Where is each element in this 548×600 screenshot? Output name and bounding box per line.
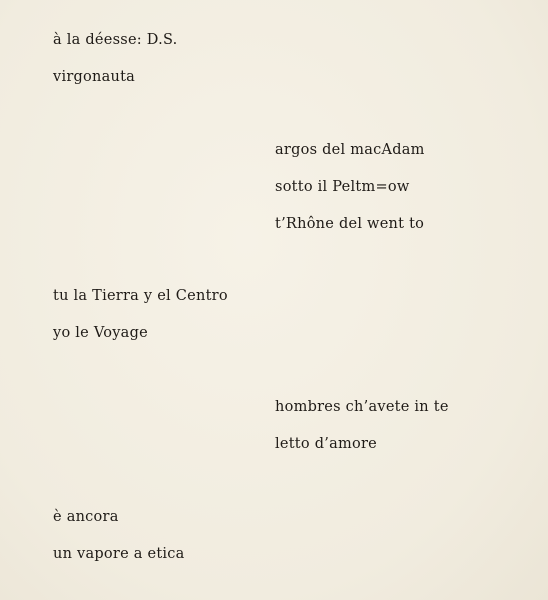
poem-line: yo le Voyage bbox=[53, 325, 148, 341]
poem-line: argos del macAdam bbox=[275, 142, 425, 158]
poem-line: virgonauta bbox=[53, 69, 136, 85]
poem-line: tu la Tierra y el Centro bbox=[53, 288, 228, 304]
poem-line-dedication: à la déesse: D.S. bbox=[53, 32, 178, 48]
poem-line: hombres ch’avete in te bbox=[275, 399, 449, 415]
poem-line: sotto il Peltm=ow bbox=[275, 179, 410, 195]
poem-line: t’Rhône del went to bbox=[275, 216, 425, 232]
poem-line: un vapore a etica bbox=[53, 546, 185, 562]
poem-line: è ancora bbox=[53, 509, 119, 525]
poem-line: letto d’amore bbox=[275, 436, 377, 452]
